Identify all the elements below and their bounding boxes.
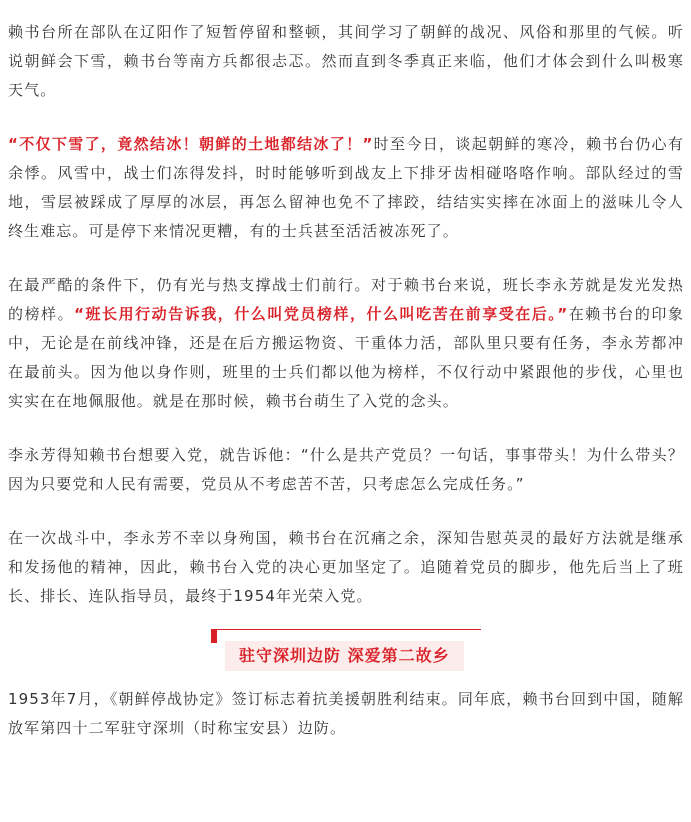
paragraph-shenzhen-border: 1953年7月，《朝鲜停战协定》签订标志着抗美援朝胜利结束。同年底，赖书台回到中国，随解放军第四十二军驻守深圳（时称宝安县）边防。 xyxy=(8,690,684,737)
paragraph-liaoyang: 赖书台所在部队在辽阳作了短暂停留和整顿，其间学习了朝鲜的战况、风俗和那里的气候。听说朝鲜会下雪，赖书台等南方兵都很忐忑。然而直到冬季真正来临，他们才体会到什么叫极寒天气。 xyxy=(8,23,684,99)
article-body xyxy=(8,18,684,743)
paragraph-role-model-text: 在赖书台的印象中，无论是在前线冲锋，还是在后方搬运物资、干重体力活，部队里只要有任务，李永芳都冲在最前头。因为他以身作则，班里的士兵们都以他为榜样，不仅行动中紧跟他的步伐，心里也实实在在地佩服他。就是在那时候，赖书台萌生了入党的念头。 xyxy=(8,305,684,410)
section-heading-title: 驻守深圳边防 深爱第二故乡 xyxy=(225,641,464,671)
quote-party-member-model: “班长用行动告诉我，什么叫党员榜样，什么叫吃苦在前享受在后。” xyxy=(74,305,569,323)
paragraph-joining-party: 在一次战斗中，李永芳不幸以身殉国，赖书台在沉痛之余，深知告慰英灵的最好方法就是继承和发扬他的精神，因此，赖书台入党的决心更加坚定了。追随着党员的脚步，他先后当上了班长、排长、连队指导员，最终于1954年光荣入党。 xyxy=(8,529,684,605)
section-heading xyxy=(211,629,481,677)
paragraph-role-model-intro: 在最严酷的条件下，仍有光与热支撑战士们前行。对于赖书台来说，班长李永芳就是发光发热的榜样。 xyxy=(8,276,684,323)
quote-frozen-land: “不仅下雪了，竟然结冰！朝鲜的土地都结冰了！” xyxy=(8,135,374,153)
paragraph-party-definition: 李永芳得知赖书台想要入党，就告诉他：“什么是共产党员？一句话，事事带头！为什么带头？因为只要党和人民有需要，党员从不考虑苦不苦，只考虑怎么完成任务。” xyxy=(8,446,684,493)
heading-accent-mark xyxy=(211,629,217,643)
paragraph-role-model xyxy=(8,271,684,416)
paragraph-frozen-korea-text: 时至今日，谈起朝鲜的寒冷，赖书台仍心有余悸。风雪中，战士们冻得发抖，时时能够听到战友上下排牙齿相碰咯咯作响。部队经过的雪地，雪层被踩成了厚厚的冰层，再怎么留神也免不了摔跤，结结实实摔在冰面上的滋味儿令人终生难忘。可是停下来情况更糟，有的士兵甚至活活被冻死了。 xyxy=(8,135,684,240)
paragraph-frozen-korea xyxy=(8,130,684,246)
heading-rule-line xyxy=(211,629,481,630)
